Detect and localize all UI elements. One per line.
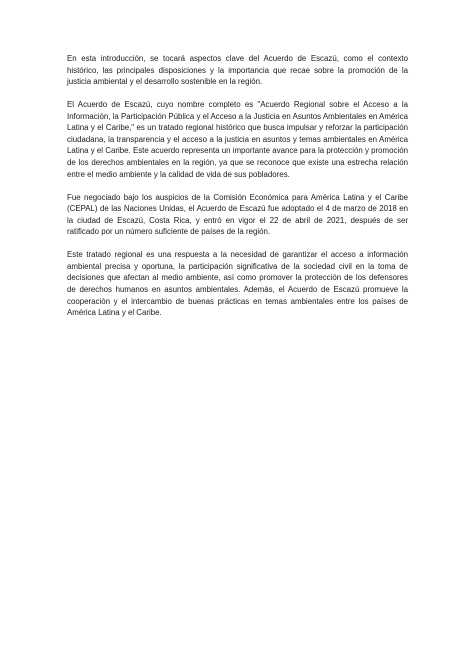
paragraph-introduction: En esta introducción, se tocará aspectos clave del Acuerdo de Escazú, como el contexto histórico, las principales disposiciones y la importancia que recae sobre la promoción de la justicia ambiental y el desarrollo sostenible en la región.: [67, 54, 408, 87]
paragraph-treaty-purpose: Este tratado regional es una respuesta a la necesidad de garantizar el acceso a información ambiental precisa y oportuna, la participación significativa de la sociedad civil en la toma de decisiones que afectan al medio ambiente, así como promover la protección de los defensores de derechos humanos en asuntos ambientales. Además, el Acuerdo de Escazú promueve la cooperación y el intercambio de buenas prácticas en temas ambientales entre los países de América Latina y el Caribe.: [67, 250, 408, 318]
document-body: [67, 53, 408, 330]
paragraph-agreement-definition: El Acuerdo de Escazú, cuyo nombre completo es "Acuerdo Regional sobre el Acceso a la Información, la Participación Pública y el Acceso a la Justicia en Asuntos Ambientales en América Latina y el Caribe," es un tratado regional histórico que busca impulsar y reforzar la participación ciudadana, la transparencia y el acceso a la justicia en asuntos y temas ambientales en América Latina y el Caribe. Este acuerdo representa un importante avance para la protección y promoción de los derechos ambientales en la región, ya que se reconoce que existe una estrecha relación entre el medio ambiente y la calidad de vida de sus pobladores.: [67, 100, 408, 179]
paragraph-negotiation-history: Fue negociado bajo los auspicios de la Comisión Económica para América Latina y el Caribe (CEPAL) de las Naciones Unidas, el Acuerdo de Escazú fue adoptado el 4 de marzo de 2018 en la ciudad de Escazú, Costa Rica, y entró en vigor el 22 de abril de 2021, después de ser ratificado por un número suficiente de países de la región.: [67, 192, 408, 237]
